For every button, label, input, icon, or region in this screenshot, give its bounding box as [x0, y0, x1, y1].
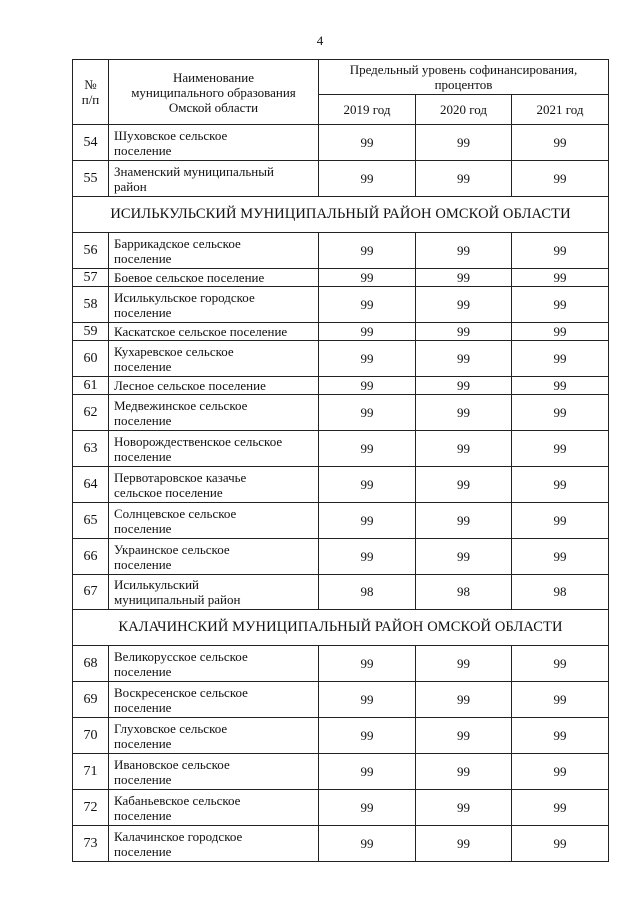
value-2019: 99 [319, 377, 416, 395]
value-2020: 99 [416, 125, 512, 161]
municipality-name: Глуховское сельское поселение [109, 718, 319, 754]
value-2019: 99 [319, 539, 416, 575]
value-2021: 99 [512, 431, 609, 467]
value-2019: 99 [319, 467, 416, 503]
header-year-2019: 2019 год [319, 95, 416, 125]
value-2020: 99 [416, 431, 512, 467]
municipality-name: Шуховское сельское поселение [109, 125, 319, 161]
row-number: 59 [73, 323, 109, 341]
value-2019: 99 [319, 754, 416, 790]
row-number: 56 [73, 233, 109, 269]
municipality-name: Боевое сельское поселение [109, 269, 319, 287]
header-year-2020: 2020 год [416, 95, 512, 125]
row-number: 71 [73, 754, 109, 790]
row-number: 61 [73, 377, 109, 395]
value-2021: 99 [512, 341, 609, 377]
section-row [73, 610, 609, 646]
value-2019: 99 [319, 682, 416, 718]
section-title: ИСИЛЬКУЛЬСКИЙ МУНИЦИПАЛЬНЫЙ РАЙОН ОМСКОЙ ОБЛАСТИ [73, 197, 609, 233]
value-2021: 99 [512, 503, 609, 539]
value-2019: 99 [319, 233, 416, 269]
municipality-name: Лесное сельское поселение [109, 377, 319, 395]
municipality-name: Исилькульский муниципальный район [109, 575, 319, 610]
table-row [73, 377, 609, 395]
table-row [73, 161, 609, 197]
municipality-name: Калачинское городское поселение [109, 826, 319, 862]
municipality-name: Знаменский муниципальный район [109, 161, 319, 197]
municipality-name: Солнцевское сельское поселение [109, 503, 319, 539]
row-number: 64 [73, 467, 109, 503]
value-2020: 99 [416, 467, 512, 503]
table-body [73, 125, 609, 862]
municipality-name: Первотаровское казачье сельское поселение [109, 467, 319, 503]
value-2021: 99 [512, 682, 609, 718]
table-row [73, 341, 609, 377]
value-2021: 99 [512, 161, 609, 197]
value-2021: 99 [512, 539, 609, 575]
value-2019: 99 [319, 161, 416, 197]
table-row [73, 269, 609, 287]
value-2021: 99 [512, 826, 609, 862]
municipality-name: Медвежинское сельское поселение [109, 395, 319, 431]
row-number: 54 [73, 125, 109, 161]
row-number: 65 [73, 503, 109, 539]
table-row [73, 467, 609, 503]
value-2021: 99 [512, 718, 609, 754]
value-2021: 99 [512, 233, 609, 269]
value-2020: 99 [416, 790, 512, 826]
section-row [73, 197, 609, 233]
header-year-2021: 2021 год [512, 95, 609, 125]
row-number: 70 [73, 718, 109, 754]
value-2020: 99 [416, 287, 512, 323]
row-number: 55 [73, 161, 109, 197]
value-2020: 99 [416, 539, 512, 575]
value-2021: 99 [512, 646, 609, 682]
cofinancing-table [72, 59, 609, 862]
value-2019: 99 [319, 718, 416, 754]
value-2020: 99 [416, 341, 512, 377]
section-title: КАЛАЧИНСКИЙ МУНИЦИПАЛЬНЫЙ РАЙОН ОМСКОЙ ОБЛАСТИ [73, 610, 609, 646]
row-number: 67 [73, 575, 109, 610]
table-row [73, 826, 609, 862]
value-2021: 99 [512, 790, 609, 826]
table-row [73, 646, 609, 682]
row-number: 57 [73, 269, 109, 287]
value-2021: 98 [512, 575, 609, 610]
value-2021: 99 [512, 125, 609, 161]
value-2019: 99 [319, 323, 416, 341]
municipality-name: Кабаньевское сельское поселение [109, 790, 319, 826]
value-2019: 99 [319, 395, 416, 431]
value-2021: 99 [512, 287, 609, 323]
value-2019: 98 [319, 575, 416, 610]
header-cofinancing-level: Предельный уровень софинансирования, процентов [319, 60, 609, 95]
municipality-name: Ивановское сельское поселение [109, 754, 319, 790]
table-row [73, 233, 609, 269]
row-number: 72 [73, 790, 109, 826]
value-2020: 98 [416, 575, 512, 610]
municipality-name: Воскресенское сельское поселение [109, 682, 319, 718]
table-row [73, 682, 609, 718]
municipality-name: Кухаревское сельское поселение [109, 341, 319, 377]
municipality-name: Исилькульское городское поселение [109, 287, 319, 323]
value-2019: 99 [319, 125, 416, 161]
municipality-name: Украинское сельское поселение [109, 539, 319, 575]
value-2020: 99 [416, 503, 512, 539]
table-row [73, 323, 609, 341]
table-row [73, 718, 609, 754]
page-number: 4 [316, 33, 324, 48]
value-2021: 99 [512, 754, 609, 790]
value-2021: 99 [512, 269, 609, 287]
value-2020: 99 [416, 682, 512, 718]
value-2019: 99 [319, 790, 416, 826]
row-number: 60 [73, 341, 109, 377]
value-2019: 99 [319, 431, 416, 467]
value-2020: 99 [416, 826, 512, 862]
header-num: № п/п [73, 60, 109, 125]
municipality-name: Великорусское сельское поселение [109, 646, 319, 682]
value-2020: 99 [416, 233, 512, 269]
value-2019: 99 [319, 269, 416, 287]
header-name: Наименование муниципального образования Омской области [109, 60, 319, 125]
municipality-name: Баррикадское сельское поселение [109, 233, 319, 269]
value-2020: 99 [416, 377, 512, 395]
value-2021: 99 [512, 395, 609, 431]
value-2019: 99 [319, 646, 416, 682]
value-2020: 99 [416, 269, 512, 287]
row-number: 73 [73, 826, 109, 862]
table-row [73, 575, 609, 610]
value-2020: 99 [416, 754, 512, 790]
row-number: 68 [73, 646, 109, 682]
value-2019: 99 [319, 341, 416, 377]
row-number: 58 [73, 287, 109, 323]
value-2019: 99 [319, 503, 416, 539]
value-2020: 99 [416, 161, 512, 197]
value-2020: 99 [416, 323, 512, 341]
row-number: 69 [73, 682, 109, 718]
row-number: 62 [73, 395, 109, 431]
table-row [73, 431, 609, 467]
table-row [73, 503, 609, 539]
row-number: 63 [73, 431, 109, 467]
value-2020: 99 [416, 718, 512, 754]
table-row [73, 395, 609, 431]
table-row [73, 125, 609, 161]
value-2020: 99 [416, 395, 512, 431]
value-2021: 99 [512, 377, 609, 395]
municipality-name: Каскатское сельское поселение [109, 323, 319, 341]
value-2019: 99 [319, 287, 416, 323]
row-number: 66 [73, 539, 109, 575]
value-2019: 99 [319, 826, 416, 862]
value-2021: 99 [512, 323, 609, 341]
table-row [73, 790, 609, 826]
table-row [73, 287, 609, 323]
municipality-name: Новорождественское сельское поселение [109, 431, 319, 467]
table-row [73, 754, 609, 790]
value-2021: 99 [512, 467, 609, 503]
table-row [73, 539, 609, 575]
value-2020: 99 [416, 646, 512, 682]
